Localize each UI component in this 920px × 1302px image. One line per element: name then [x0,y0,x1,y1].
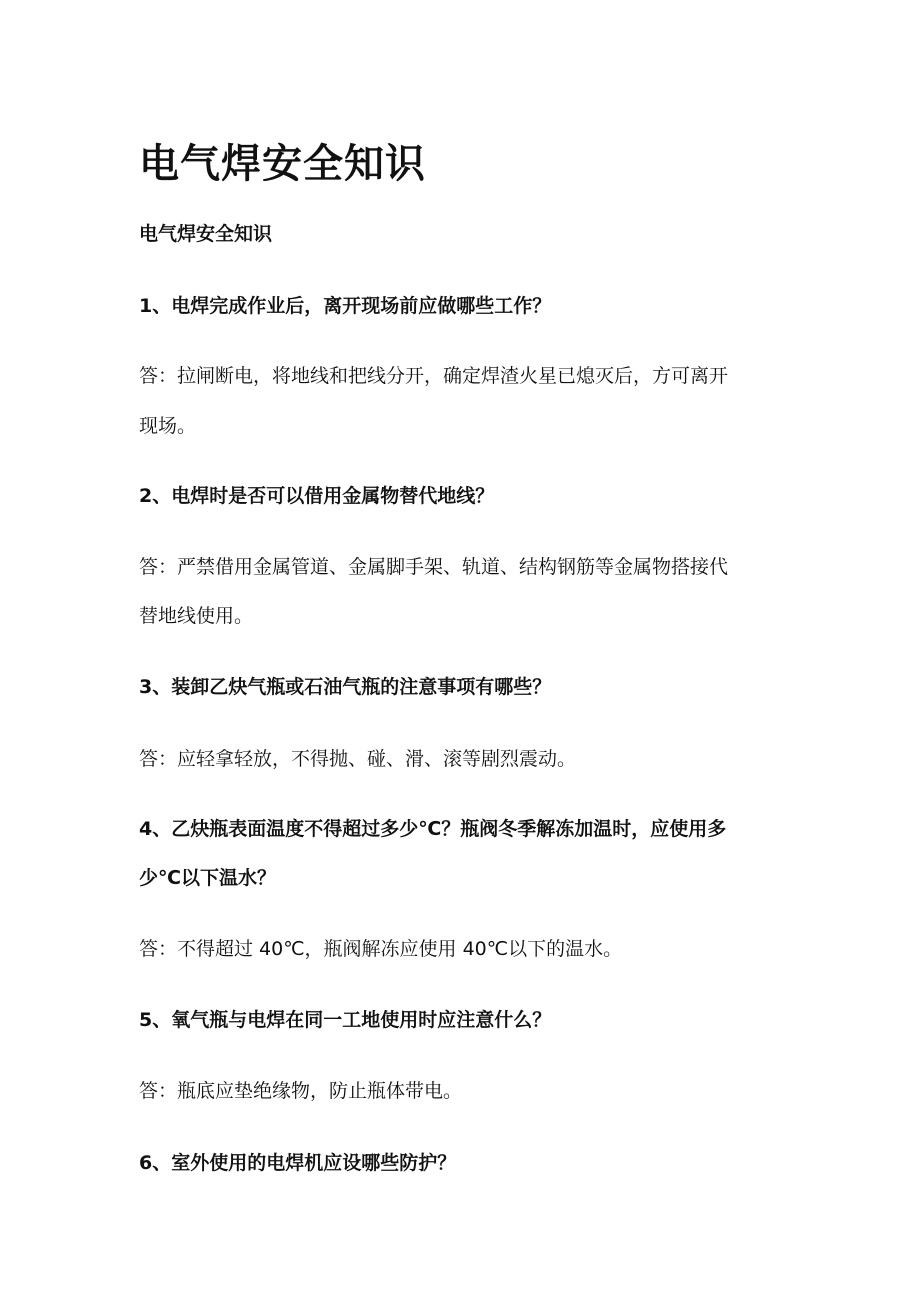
answer-2-line-2: 替地线使用。 [139,605,254,627]
question-2: 2、电焊时是否可以借用金属物替代地线？ [139,485,495,507]
question-1: 1、电焊完成作业后，离开现场前应做哪些工作？ [139,295,552,317]
answer-1-line-1: 答：拉闸断电，将地线和把线分开，确定焊渣火星已熄灭后，方可离开 [139,365,729,387]
document-title: 电气焊安全知识 [139,141,426,187]
answer-3-line-1: 答：应轻拿轻放，不得抛、碰、滑、滚等剧烈震动。 [139,748,577,770]
answer-4-line-1: 答：不得超过 40℃，瓶阀解冻应使用 40℃以下的温水。 [139,938,623,960]
answer-2-line-1: 答：严禁借用金属管道、金属脚手架、轨道、结构钢筋等金属物搭接代 [139,556,729,578]
question-3: 3、装卸乙炔气瓶或石油气瓶的注意事项有哪些？ [139,676,552,698]
question-4-line-2: 少℃以下温水？ [139,867,277,889]
question-6: 6、室外使用的电焊机应设哪些防护？ [139,1152,457,1174]
answer-1-line-2: 现场。 [139,415,197,437]
question-4-line-1: 4、乙炔瓶表面温度不得超过多少℃？瓶阀冬季解冻加温时，应使用多 [139,818,727,840]
document-subtitle: 电气焊安全知识 [139,223,273,245]
answer-5-line-1: 答：瓶底应垫绝缘物，防止瓶体带电。 [139,1080,463,1102]
question-5: 5、氧气瓶与电焊在同一工地使用时应注意什么？ [139,1009,552,1031]
